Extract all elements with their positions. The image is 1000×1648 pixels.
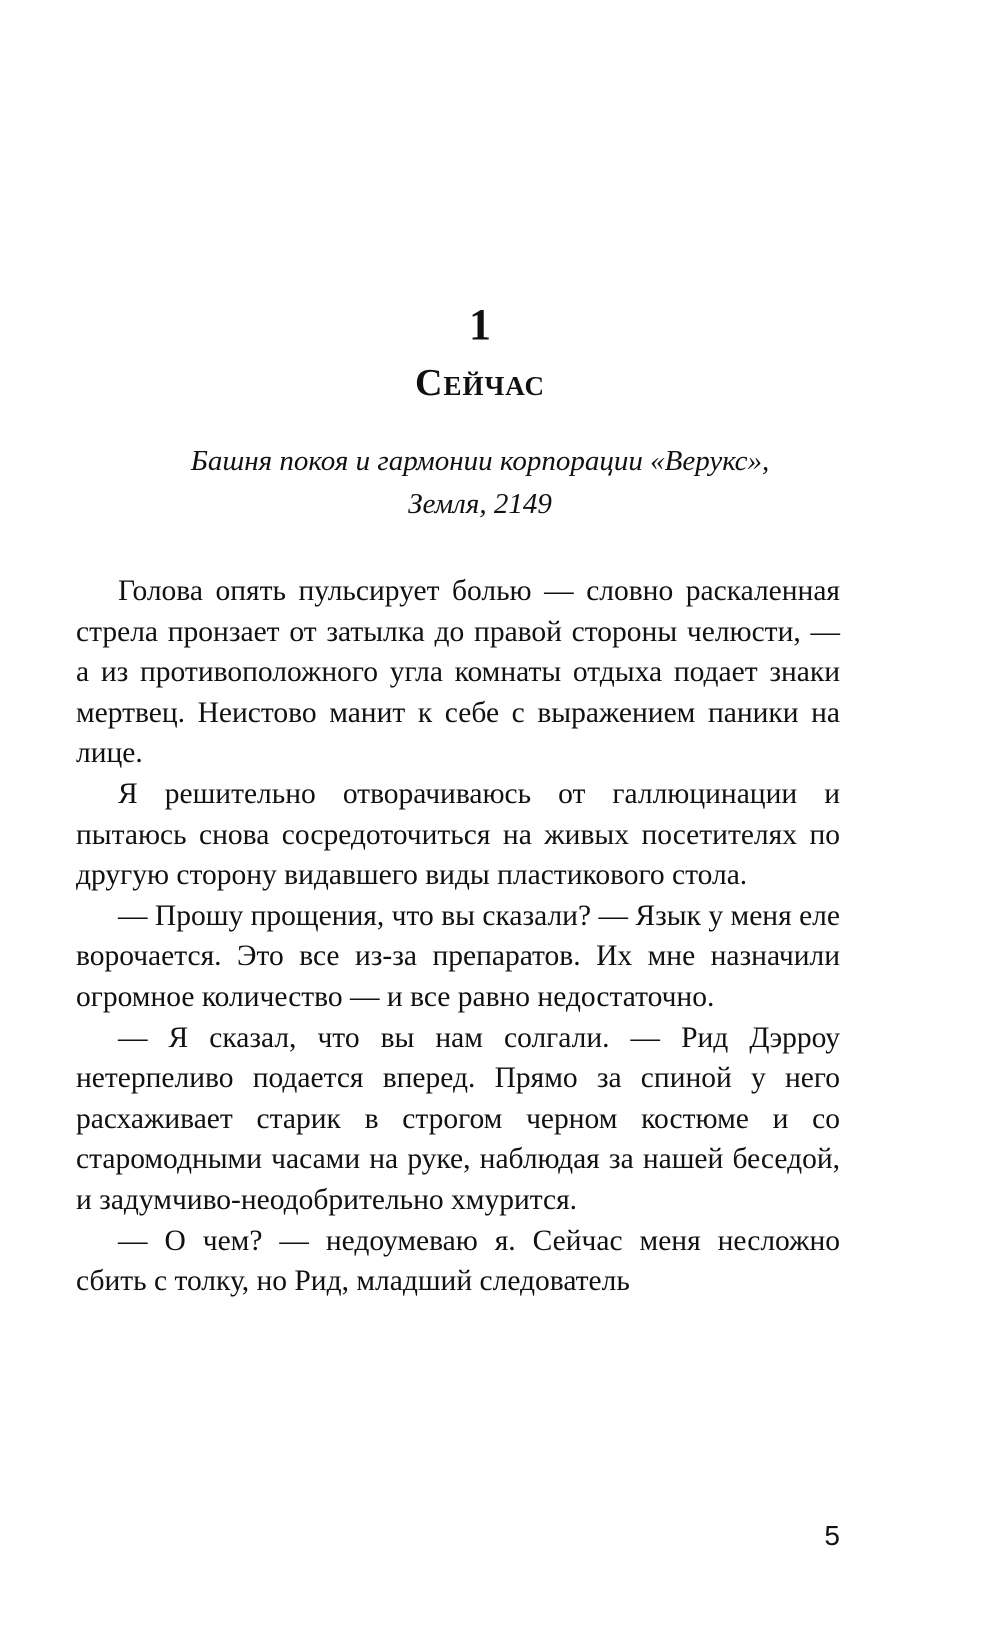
chapter-title: Сейчас xyxy=(415,362,545,404)
chapter-epigraph xyxy=(0,440,960,526)
epigraph-line-2: Земля, 2149 xyxy=(408,488,552,520)
chapter-number: 1 xyxy=(469,300,491,349)
epigraph-line-1: Башня покоя и гармонии корпорации «Верукс», xyxy=(190,445,770,477)
body-text xyxy=(76,571,840,1302)
page-number: 5 xyxy=(824,1520,840,1551)
paragraph: — Я сказал, что вы нам солгали. — Рид Дэрроу нетерпеливо подается вперед. Прямо за спиной у него расхаживает старик в строгом черном костюме и со старомодными часами на руке, наблюдая за нашей беседой, и задумчиво-неодобрительно хмурится. xyxy=(76,1021,840,1216)
paragraph: — О чем? — недоумеваю я. Сейчас меня несложно сбить с толку, но Рид, младший следователь xyxy=(76,1224,840,1298)
paragraph: Я решительно отворачиваюсь от галлюцинации и пытаюсь снова сосредоточиться на живых посетителях по другую сторону видавшего виды пластикового стола. xyxy=(76,777,840,892)
paragraph: Голова опять пульсирует болью — словно раскаленная стрела пронзает от затылка до правой стороны челюсти, — а из противоположного угла комнаты отдыха подает знаки мертвец. Неистово манит к себе с выражением паники на лице. xyxy=(76,575,840,770)
paragraph: — Прошу прощения, что вы сказали? — Язык у меня еле ворочается. Это все из-за препаратов. Их мне назначили огромное количество — и все равно недостаточно. xyxy=(76,899,840,1013)
